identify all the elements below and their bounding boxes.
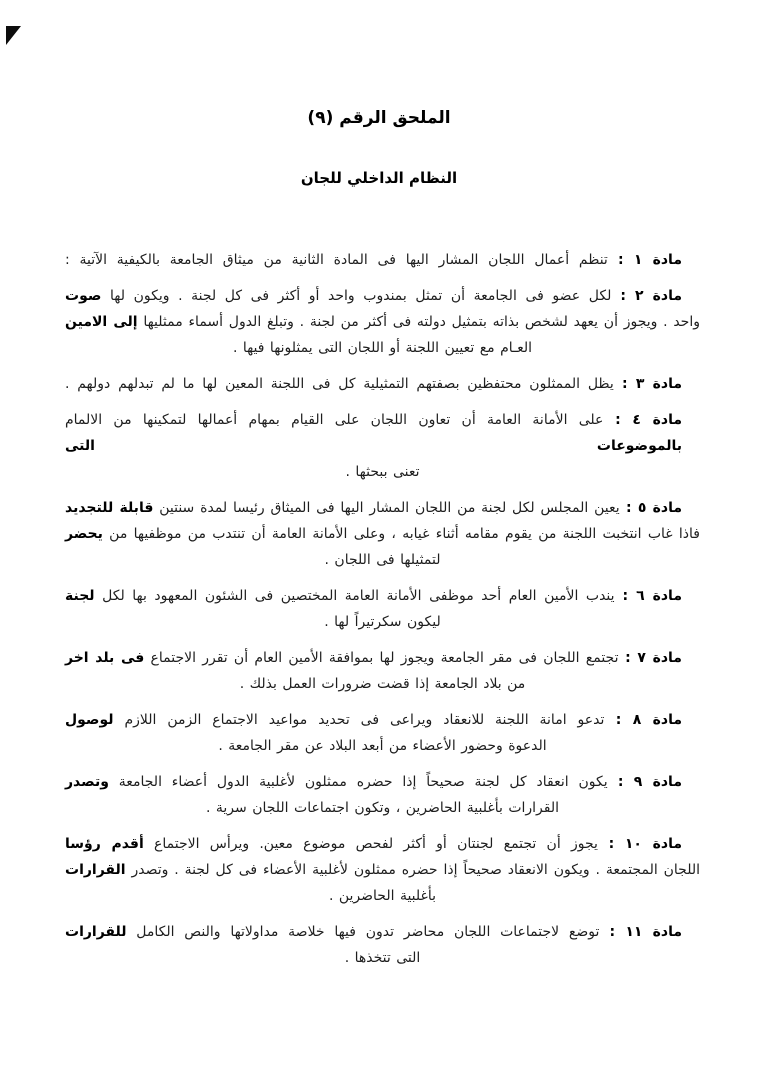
article-11-line-2 — [65, 945, 700, 971]
bold-text-segment: مادة ٦ : — [614, 588, 682, 604]
text-segment: تجتمع اللجان فى مقر الجامعة ويجوز لها بموافقة الأمين العام أن تقرر الاجتماع — [144, 650, 619, 666]
article-5-line-1 — [65, 495, 700, 521]
text-segment: بأغلبية الحاضرين . — [328, 888, 437, 904]
article-4-line-1 — [65, 407, 700, 459]
bold-text-segment: مادة ٥ : — [619, 500, 683, 516]
article-10-line-1 — [65, 831, 700, 857]
text-segment: توضع لاجتماعات اللجان محاضر تدون فيها خلاصة مداولاتها والنص الكامل — [126, 924, 600, 940]
article-5-line-2 — [65, 521, 700, 547]
text-segment: فاذا غاب انتخبت اللجنة من يقوم مقامه أثناء غيابه ، وعلى الأمانة العامة أن تنتدب من موظفيها من — [102, 526, 700, 542]
article-10-line-2 — [65, 857, 700, 883]
article-6 — [65, 583, 700, 635]
bold-text-segment: مادة ٢ : — [611, 288, 683, 304]
bold-text-segment: مادة ٩ : — [607, 774, 682, 790]
bold-text-segment: فى بلد اخر — [65, 650, 145, 666]
bold-text-segment: صوت — [65, 288, 102, 304]
article-4 — [65, 407, 700, 485]
article-3-line-1 — [65, 371, 700, 397]
scan-corner-artifact — [6, 26, 21, 45]
text-segment: لكل عضو فى الجامعة أن تمثل بمندوب واحد أو أكثر فى كل لجنة . ويكون لها — [101, 288, 612, 304]
text-segment: يعين المجلس لكل لجنة من اللجان المشار اليها فى الميثاق رئيسا لمدة سنتين — [153, 500, 620, 516]
text-segment: واحد . ويجوز أن يعهد لشخص بذاته بتمثيل دولته فى أكثر من لجنة . وتبلغ الدول أسماء ممثليها — [137, 314, 700, 330]
bold-text-segment: مادة ٣ : — [613, 376, 682, 392]
bold-text-segment: وتصدر — [65, 774, 109, 790]
article-7 — [65, 645, 700, 697]
article-4-line-2 — [65, 459, 700, 485]
text-segment: يكون انعقاد كل لجنة صحيحاً إذا حضره ممثلون لأغلبية الدول أعضاء الجامعة — [108, 774, 608, 790]
article-10 — [65, 831, 700, 909]
article-2-line-3 — [65, 335, 700, 361]
bold-text-segment: للقرارات — [65, 924, 127, 940]
article-5-line-3 — [65, 547, 700, 573]
text-segment: يندب الأمين العام أحد موظفى الأمانة العامة المختصين فى الشئون المعهود بها لكل — [94, 588, 615, 604]
document-subtitle: النظام الداخلي للجان — [300, 169, 458, 187]
article-9-line-2 — [65, 795, 700, 821]
bold-text-segment: لوصول — [65, 712, 114, 728]
text-segment: التى تتخذها . — [344, 950, 421, 966]
text-segment: لتمثيلها فى اللجان . — [324, 552, 441, 568]
text-segment: اللجان المجتمعة . ويكون الانعقاد صحيحاً إذا حضره ممثلون لأغلبية الأعضاء فى كل لجنة . وتصدر — [125, 862, 700, 878]
bold-text-segment: أقدم رؤسا — [65, 836, 144, 852]
article-2 — [65, 283, 700, 361]
text-segment: ليكون سكرتيراً لها . — [324, 614, 441, 630]
article-9-line-1 — [65, 769, 700, 795]
article-6-line-1 — [65, 583, 700, 609]
article-9 — [65, 769, 700, 821]
bold-text-segment: يحضر — [65, 526, 103, 542]
text-segment: يجوز أن تجتمع لجنتان أو أكثر لفحص موضوع معين. ويرأس الاجتماع — [143, 836, 598, 852]
article-5 — [65, 495, 700, 573]
appendix-title: الملحق الرقم (٩) — [307, 108, 451, 128]
bold-text-segment: مادة ١ : — [607, 252, 682, 268]
article-3 — [65, 371, 700, 397]
text-segment: تنظم أعمال اللجان المشار اليها فى المادة الثانية من ميثاق الجامعة بالكيفية الآتية : — [65, 252, 608, 268]
article-1 — [65, 247, 700, 273]
text-segment: القرارات بأغلبية الحاضرين ، وتكون اجتماعات اللجان سرية . — [205, 800, 559, 816]
article-10-line-3 — [65, 883, 700, 909]
bold-text-segment: قابلة للتجديد — [65, 500, 154, 516]
article-11-line-1 — [65, 919, 700, 945]
text-segment: من بلاد الجامعة إذا قضت ضرورات العمل بذلك . — [239, 676, 526, 692]
bold-text-segment: مادة ٤ : — [603, 412, 683, 428]
bold-text-segment: بالموضوعات التى — [65, 438, 682, 454]
text-segment: تعنى ببحثها . — [345, 464, 420, 480]
article-2-line-2 — [65, 309, 700, 335]
article-7-line-1 — [65, 645, 700, 671]
article-6-line-2 — [65, 609, 700, 635]
text-segment: على الأمانة العامة أن تعاون اللجان على القيام بمهام أعمالها لتمكينها من الالمام — [65, 412, 604, 428]
article-1-line-1 — [65, 247, 700, 273]
bold-text-segment: مادة ٨ : — [604, 712, 682, 728]
bold-text-segment: مادة ٧ : — [618, 650, 682, 666]
articles-container — [65, 247, 700, 971]
bold-text-segment: مادة ١١ : — [599, 924, 682, 940]
bold-text-segment: مادة ١٠ : — [597, 836, 682, 852]
article-8-line-2 — [65, 733, 700, 759]
bold-text-segment: القرارات — [65, 862, 126, 878]
article-8 — [65, 707, 700, 759]
bold-text-segment: إلى الامين — [65, 314, 138, 330]
bold-text-segment: لجنة — [65, 588, 95, 604]
article-2-line-1 — [65, 283, 700, 309]
article-7-line-2 — [65, 671, 700, 697]
text-segment: العـام مع تعيين اللجنة أو اللجان التى يمثلونها فيها . — [232, 340, 533, 356]
text-segment: تدعو امانة اللجنة للانعقاد ويراعى فى تحديد مواعيد الاجتماع الزمن اللازم — [113, 712, 605, 728]
article-11 — [65, 919, 700, 971]
text-segment: يظل الممثلون محتفظين بصفتهم التمثيلية كل فى اللجنة المعين لها ما لم تبدلهم دولهم . — [65, 376, 614, 392]
article-8-line-1 — [65, 707, 700, 733]
text-segment: الدعوة وحضور الأعضاء من أبعد البلاد عن مقر الجامعة . — [218, 738, 547, 754]
